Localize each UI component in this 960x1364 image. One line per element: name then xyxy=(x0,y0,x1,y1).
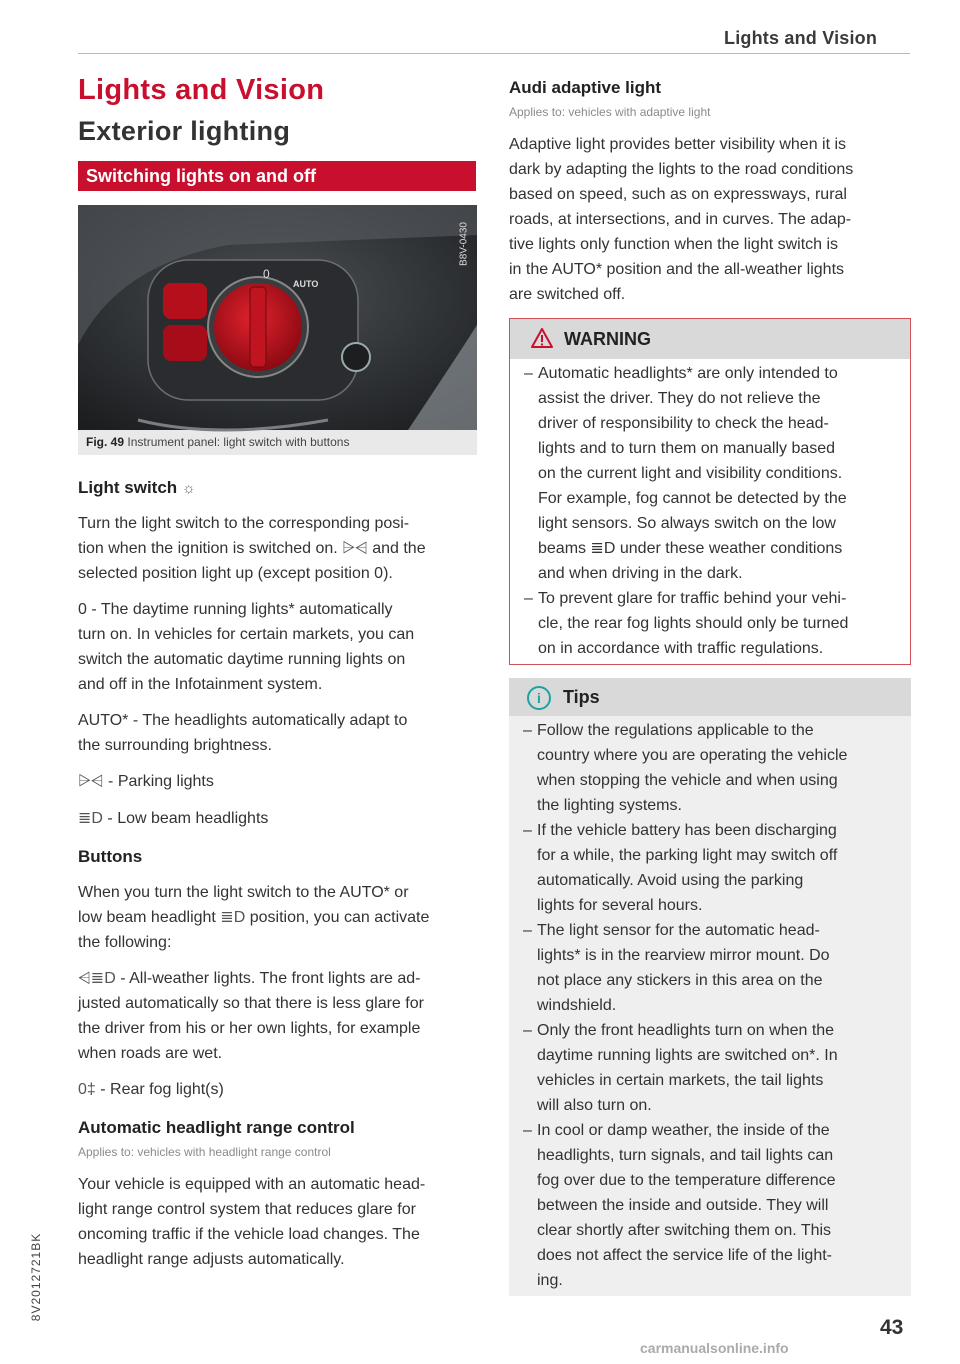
warning-header xyxy=(510,319,910,359)
warning-title: WARNING xyxy=(564,329,651,349)
watermark: carmanualsonline.info xyxy=(640,1340,789,1356)
list-item: – In cool or damp weather, the inside of the headlights, turn signals, and tail lights can fog over due to the temperature difference between the inside and outside. They will clear shortly after switching them on. This does not affect the service life of the light- ing. xyxy=(523,1118,901,1293)
list-item: – The light sensor for the automatic head- lights* is in the rearview mirror mount. Do not place any stickers in this area on the windshield. xyxy=(523,918,901,1018)
rear-fog-symbol: 0‡ xyxy=(78,1081,96,1098)
light-switch-heading: Light switch ☼ xyxy=(78,478,196,497)
header-rule xyxy=(78,53,910,54)
figure-code: B8V-0430 xyxy=(458,222,470,266)
low-beam-line: ≣D - Low beam headlights xyxy=(78,810,269,827)
figure-label-auto: AUTO xyxy=(293,279,319,289)
tips-title: Tips xyxy=(563,687,600,707)
adaptive-light-heading: Audi adaptive light xyxy=(509,78,662,97)
all-weather-paragraph: ⩤≣D - All-weather lights. The front lights are ad- justed automatically so that there is less glare for the driver from his or her own lights, for example when roads are wet. xyxy=(78,970,424,1062)
auto-paragraph: AUTO* - The headlights automatically adapt to the surrounding brightness. xyxy=(78,712,408,754)
warning-box xyxy=(509,318,911,665)
all-weather-symbol: ⩤≣D xyxy=(78,970,116,987)
adaptive-light-applies: Applies to: vehicles with adaptive light xyxy=(509,105,711,119)
buttons-paragraph: When you turn the light switch to the AUTO* or low beam headlight ≣D position, you can activate the following: xyxy=(78,884,430,951)
range-control-applies: Applies to: vehicles with headlight range control xyxy=(78,1145,331,1159)
list-item: – Follow the regulations applicable to the country where you are operating the vehicle when stopping the vehicle and when using the lighting systems. xyxy=(523,718,901,818)
low-beam-symbol: ≣D xyxy=(220,909,246,926)
figure-label-zero: 0 xyxy=(263,267,270,281)
rear-fog-button xyxy=(163,325,207,361)
sun-icon: ☼ xyxy=(181,480,196,497)
light-switch-paragraph: Turn the light switch to the corresponding posi- tion when the ignition is switched on. ⩥⩤ and the selected position light up (except position 0). xyxy=(78,515,426,582)
tips-list xyxy=(523,718,901,1293)
side-document-code: 8V2012721BK xyxy=(29,1232,43,1322)
parking-light-symbol: ⩥⩤ xyxy=(342,540,368,557)
position-zero-paragraph: 0 - The daytime running lights* automatically turn on. In vehicles for certain markets, you can switch the automatic daytime running lights on and off in the Infotainment system. xyxy=(78,601,415,693)
running-head: Lights and Vision xyxy=(724,28,878,48)
chapter-title: Lights and Vision xyxy=(78,74,325,106)
figure-caption: Fig. 49 Instrument panel: light switch with buttons xyxy=(86,435,350,449)
tips-box xyxy=(509,678,911,1296)
low-beam-symbol: ≣D xyxy=(78,810,103,827)
range-control-paragraph: Your vehicle is equipped with an automatic head- light range control system that reduces glare for oncoming traffic if the vehicle load changes. The headlight range adjusts automatically. xyxy=(78,1176,426,1268)
all-weather-button xyxy=(163,283,207,319)
subsection-bar: Switching lights on and off xyxy=(78,161,476,191)
list-item: – If the vehicle battery has been discharging for a while, the parking light may switch off automatically. Avoid using the parking lights for several hours. xyxy=(523,818,901,918)
light-switch-illustration xyxy=(78,205,477,455)
figure-light-switch xyxy=(78,205,477,455)
range-control-heading: Automatic headlight range control xyxy=(78,1118,355,1137)
rear-fog-line: 0‡ - Rear fog light(s) xyxy=(78,1081,224,1098)
tips-header xyxy=(509,678,911,716)
list-item: – To prevent glare for traffic behind your vehi- cle, the rear fog lights should only be turned on in accordance with traffic regulations. xyxy=(524,586,902,661)
adaptive-light-paragraph: Adaptive light provides better visibility when it is dark by adapting the lights to the road conditions based on speed, such as on expressways, rural roads, at intersections, and in curves. The adap- tive lights only function when the light switch is in the AUTO* position and the all-weather lights are switched off. xyxy=(509,136,854,303)
parking-light-symbol: ⩥⩤ xyxy=(78,773,104,790)
list-item: – Only the front headlights turn on when the daytime running lights are switched on*. In vehicles in certain markets, the tail lights will also turn on. xyxy=(523,1018,901,1118)
buttons-heading: Buttons xyxy=(78,847,143,866)
list-item: – Automatic headlights* are only intended to assist the driver. They do not relieve the driver of responsibility to check the head- lights and to turn them on manually based on the current light and visibility conditions. For example, fog cannot be detected by the light sensors. So always switch on the low beams ≣D under these weather conditions and when driving in the dark. xyxy=(524,361,902,586)
warning-list xyxy=(524,361,902,661)
parking-lights-line: ⩥⩤ - Parking lights xyxy=(78,773,214,790)
section-title: Exterior lighting xyxy=(78,116,291,146)
page-number: 43 xyxy=(880,1316,904,1339)
warning-triangle-icon xyxy=(531,328,553,348)
info-icon: i xyxy=(527,686,551,710)
